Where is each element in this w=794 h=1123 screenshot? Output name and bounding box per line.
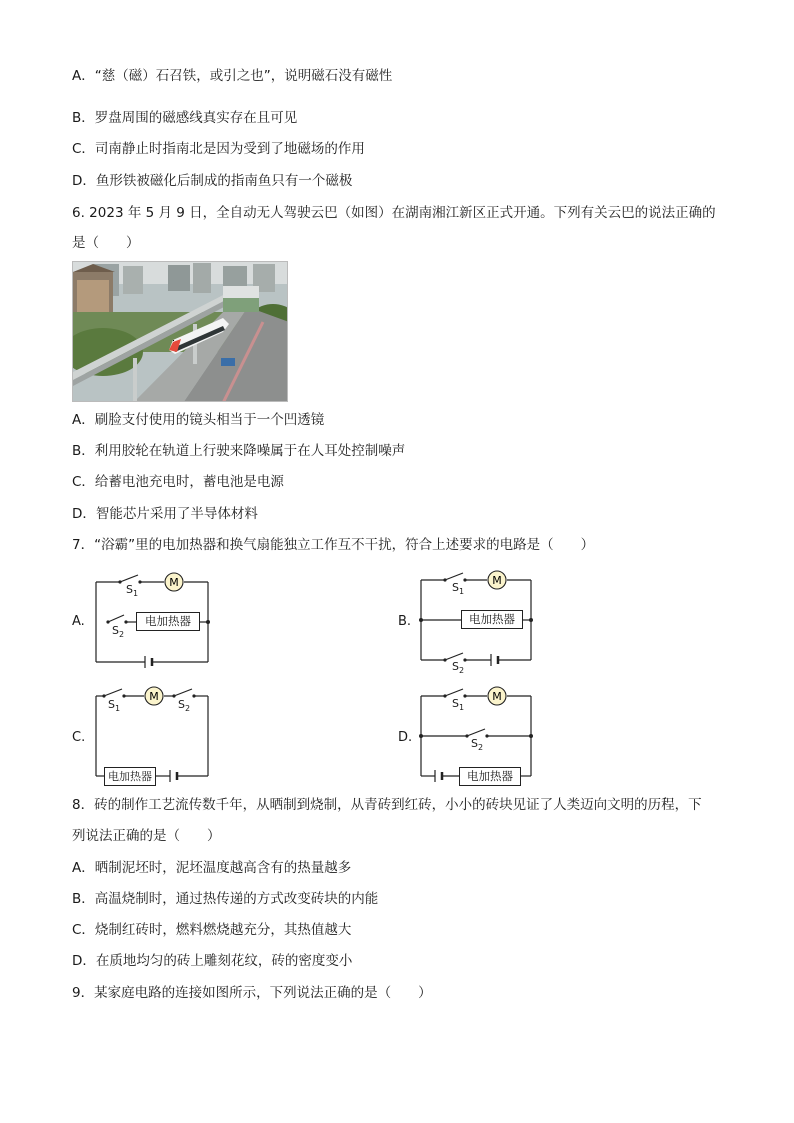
q5-option-a: A．“慈（磁）石召铁，或引之也”，说明磁石没有磁性 [72, 68, 393, 84]
heater-box: 电加热器 [459, 767, 521, 786]
q6-option-c: C．给蓄电池充电时，蓄电池是电源 [72, 474, 284, 490]
motor-icon [487, 686, 507, 706]
q7-stem: 7．“浴霸”里的电加热器和换气扇能独立工作互不干扰，符合上述要求的电路是（ ） [72, 537, 595, 553]
q5-option-d: D．鱼形铁被磁化后制成的指南鱼只有一个磁极 [72, 173, 353, 189]
switch-s2-label: $S_2$ [178, 698, 191, 714]
circuit-d-label: D. [398, 730, 413, 745]
q6-option-a: A．刷脸支付使用的镜头相当于一个凹透镜 [72, 412, 325, 428]
switch-s1-label: $S_1$ [108, 698, 121, 714]
motor-icon [487, 570, 507, 590]
heater-box: 电加热器 [461, 610, 523, 629]
q9-stem: 9．某家庭电路的连接如图所示，下列说法正确的是（ ） [72, 985, 432, 1001]
q8-option-a: A．晒制泥坯时，泥坯温度越高含有的热量越多 [72, 860, 352, 876]
q6-stem-line1: 6. 2023 年 5 月 9 日，全自动无人驾驶云巴（如图）在湖南湘江新区正式开通。下列有关云巴的说法正确的 [72, 205, 716, 221]
motor-label: M [149, 690, 159, 703]
q6-stem-line2: 是（ ） [72, 235, 140, 251]
q8-option-b: B．高温烧制时，通过热传递的方式改变砖块的内能 [72, 891, 379, 907]
switch-s2-label: $S_2$ [471, 737, 484, 753]
q8-stem-line2: 列说法正确的是（ ） [72, 828, 221, 844]
switch-s1-label: $S_1$ [126, 583, 139, 599]
motor-label: M [169, 576, 179, 589]
circuit-c-label: C. [72, 730, 86, 745]
motor-label: M [492, 574, 502, 587]
q8-stem-line1: 8．砖的制作工艺流传数千年，从晒制到烧制，从青砖到红砖，小小的砖块见证了人类迈向文明的历程，下 [72, 797, 702, 813]
circuit-a-label: A. [72, 614, 85, 629]
switch-s1-label: $S_1$ [452, 581, 465, 597]
motor-icon [144, 686, 164, 706]
switch-s1-label: $S_1$ [452, 697, 465, 713]
heater-box: 电加热器 [136, 612, 200, 631]
heater-box: 电加热器 [104, 767, 156, 786]
q5-option-b: B．罗盘周围的磁感线真实存在且可见 [72, 110, 298, 126]
motor-icon [164, 572, 184, 592]
q6-option-b: B．利用胶轮在轨道上行驶来降噪属于在人耳处控制噪声 [72, 443, 406, 459]
switch-s2-label: $S_2$ [452, 660, 465, 676]
q8-option-d: D．在质地均匀的砖上雕刻花纹，砖的密度变小 [72, 953, 353, 969]
q6-option-d: D．智能芯片采用了半导体材料 [72, 506, 258, 522]
q5-option-c: C．司南静止时指南北是因为受到了地磁场的作用 [72, 141, 365, 157]
switch-s2-label: $S_2$ [112, 624, 125, 640]
circuit-b-label: B. [398, 614, 412, 629]
q8-option-c: C．烧制红砖时，燃料燃烧越充分，其热值越大 [72, 922, 352, 938]
motor-label: M [492, 690, 502, 703]
cloud-bus-photo [72, 261, 288, 402]
